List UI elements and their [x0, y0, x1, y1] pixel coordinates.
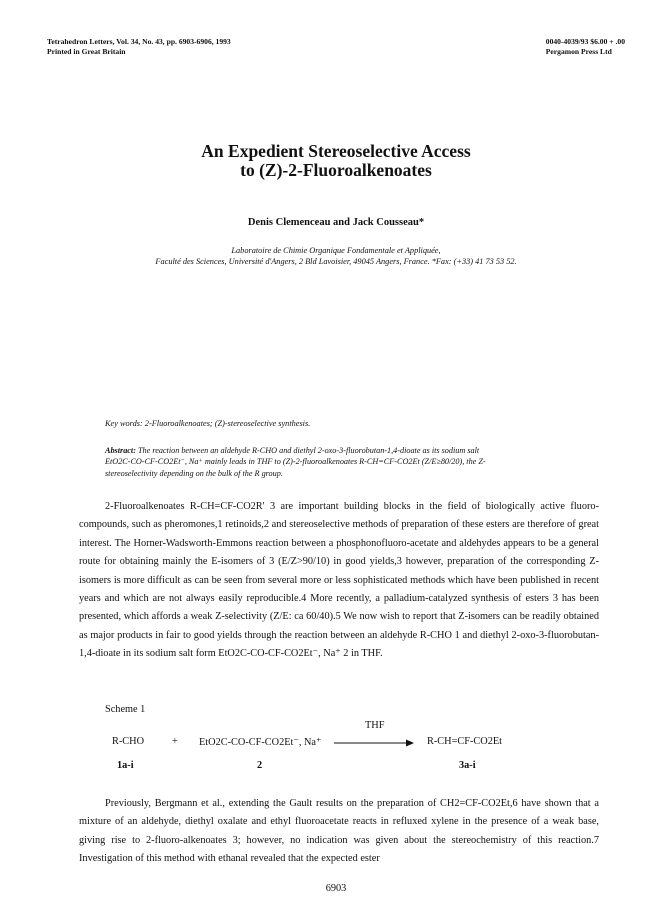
affiliation — [0, 245, 672, 267]
title-line-1: An Expedient Stereoselective Access — [201, 141, 471, 161]
affiliation-line-2: Faculté des Sciences, Université d'Angers, 2 Bld Lavoisier, 49045 Angers, France. *Fax: (+33) 41 73 53 52. — [155, 257, 517, 266]
abstract-label: Abstract: — [105, 446, 136, 455]
paper-title — [0, 142, 672, 180]
compound-label-2: 2 — [257, 760, 263, 771]
scheme-reagent-aldehyde: R-CHO — [112, 736, 145, 747]
paragraph-1-text: 2-Fluoroalkenoates R-CH=CF-CO2R' 3 are important building blocks in the field of biologically active fluoro-compounds, such as pheromones,1 retinoids,2 and stereoselective methods of preparation of these esters are therefore of great interest. The Horner-Wadsworth-Emmons reaction between a phosphonofluoro-acetate and aldehydes appears to be a general route for obtaining mainly the E-isomers of 3 (E/Z>90/10) in good yields,3 however, preparation of the corresponding Z-isomers is more difficult as can be seen from several more or less sophisticated methods which have been published in recent years and which are not always easily reproducible.4 More recently, a palladium-catalyzed synthesis of esters 3 has been presented, which affords a weak Z-selectivity (Z/E: ca 60/40).5 We now wish to report that Z-isomers can be readily obtained as major products in fair to good yields through the reaction between an aldehyde R-CHO 1 and diethyl 2-oxo-3-fluorobutan-1,4-dioate in its sodium salt form EtO2C-CO-CF-CO2Et⁻, Na⁺ 2 in THF. — [79, 501, 599, 660]
citation-line: Tetrahedron Letters, Vol. 34, No. 43, pp. 6903-6906, 1993 — [47, 37, 231, 46]
scheme-product: R-CH=CF-CO2Et — [427, 736, 503, 747]
publisher-info — [546, 37, 625, 57]
authors: Denis Clemenceau and Jack Cousseau* — [247, 217, 425, 228]
title-line-2: to (Z)-2-Fluoroalkenoates — [240, 160, 432, 180]
body-paragraph-1 — [79, 498, 599, 664]
publisher-line: Pergamon Press Ltd — [545, 47, 612, 56]
abstract-text-3: stereoselectivity depending on the bulk of the R group. — [105, 468, 283, 478]
compound-label-1: 1a-i — [117, 760, 134, 771]
abstract-text-1: The reaction between an aldehyde R-CHO and diethyl 2-oxo-3-fluorobutan-1,4-dioate as its sodium salt — [135, 446, 480, 455]
abstract-text-2: EtO2C-CO-CF-CO2Et⁻, Na⁺ mainly leads in THF to (Z)-2-fluoroalkenoates R-CH=CF-CO2Et (Z/E≥80/20), the Z- — [105, 457, 486, 467]
price-line: 0040-4039/93 $6.00 + .00 — [545, 37, 625, 46]
scheme-reagent-salt: EtO2C-CO-CF-CO2Et⁻, Na⁺ — [199, 737, 322, 748]
journal-citation — [47, 37, 231, 57]
compound-label-3: 3a-i — [459, 760, 476, 771]
abstract — [105, 445, 575, 479]
paragraph-2-text: Previously, Bergmann et al., extending the Gault results on the preparation of CH2=CF-CO2Et,6 have shown that a mixture of an aldehyde, diethyl oxalate and ethyl fluoroacetate reacts in refluxed xylene in the presence of a weak base, giving rise to 2-fluoro-alkenoates 3; however, no indication was given about the stereochemistry of this reaction.7 Investigation of this method with ethanal revealed that the expected ester — [79, 798, 599, 865]
page-number: 6903 — [325, 883, 347, 894]
keywords: Key words: 2-Fluoroalkenoates; (Z)-stereoselective synthesis. — [105, 419, 311, 428]
affiliation-line-1: Laboratoire de Chimie Organique Fondamentale et Appliquée, — [231, 246, 441, 255]
scheme-condition: THF — [365, 720, 385, 731]
printed-line: Printed in Great Britain — [47, 47, 126, 56]
body-paragraph-2 — [79, 795, 599, 869]
scheme-plus-sign: + — [172, 736, 178, 747]
scheme-label: Scheme 1 — [105, 704, 146, 715]
reaction-arrow-icon — [334, 737, 414, 749]
